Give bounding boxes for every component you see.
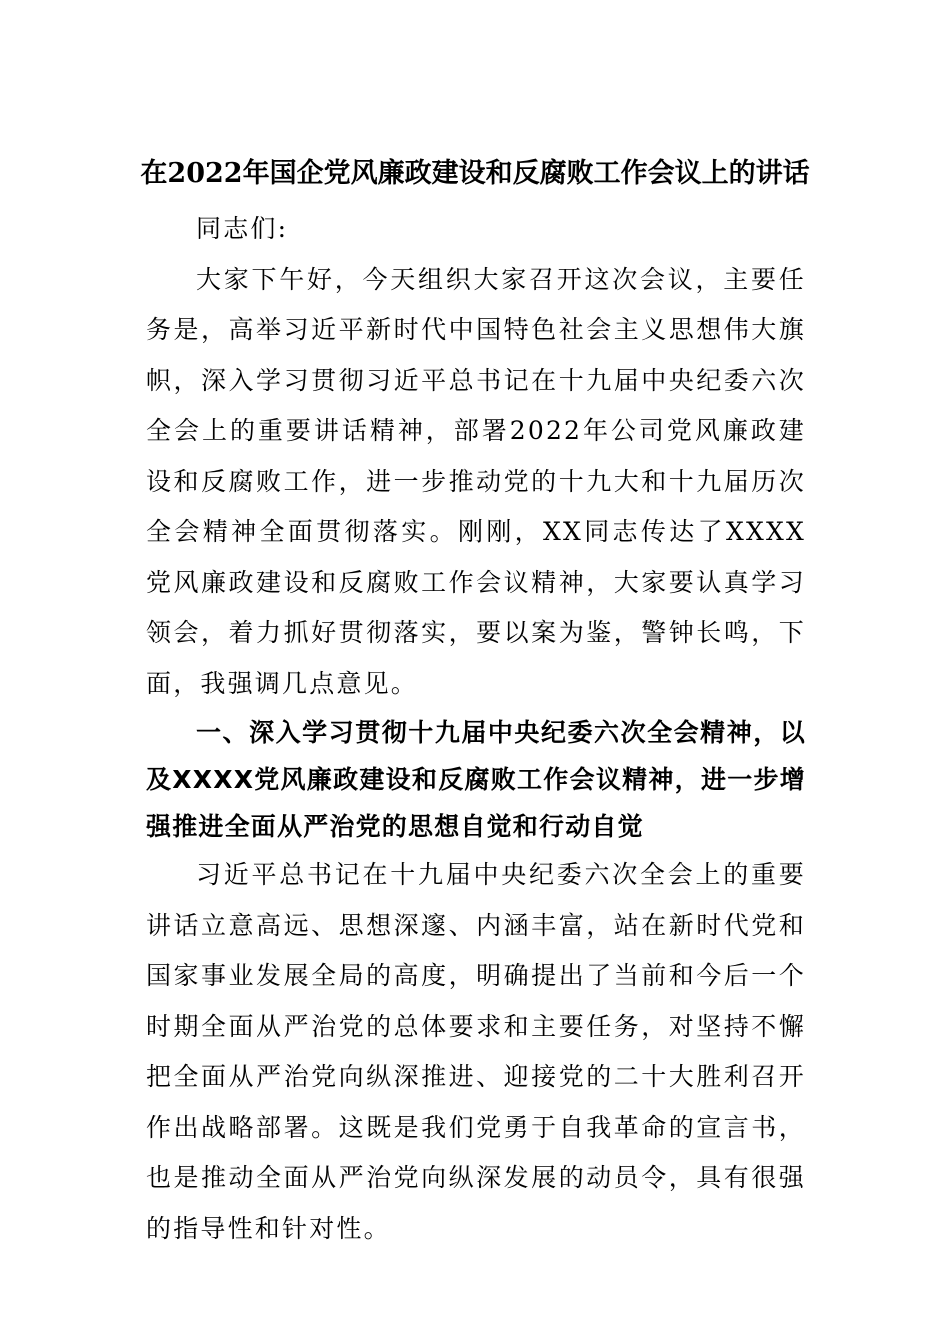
section-paragraph: 习近平总书记在十九届中央纪委六次全会上的重要讲话立意高远、思想深邃、内涵丰富，站在新时代党和国家事业发展全局的高度，明确提出了当前和今后一个时期全面从严治党的总体要求和主要任务，对坚持不懈把全面从严治党向纵深推进、迎接党的二十大胜利召开作出战略部署。这既是我们党勇于自我革命的宣言书，也是推动全面从严治党向纵深发展的动员令，具有很强的指导性和针对性。: [146, 860, 806, 1243]
salutation: 同志们:: [196, 214, 289, 243]
document-body: [146, 204, 806, 1254]
document-title: 在2022年国企党风廉政建设和反腐败工作会议上的讲话: [140, 158, 810, 189]
section-heading: 一、深入学习贯彻十九届中央纪委六次全会精神，以及XXXX党风廉政建设和反腐败工作会议精神，进一步增强推进全面从严治党的思想自觉和行动自觉: [146, 718, 806, 841]
opening-paragraph: 大家下午好，今天组织大家召开这次会议，主要任务是，高举习近平新时代中国特色社会主义思想伟大旗帜，深入学习贯彻习近平总书记在十九届中央纪委六次全会上的重要讲话精神，部署2022年公司党风廉政建设和反腐败工作，进一步推动党的十九大和十九届历次全会精神全面贯彻落实。刚刚，XX同志传达了XXXX党风廉政建设和反腐败工作会议精神，大家要认真学习领会，着力抓好贯彻落实，要以案为鉴，警钟长鸣，下面，我强调几点意见。: [146, 264, 806, 698]
